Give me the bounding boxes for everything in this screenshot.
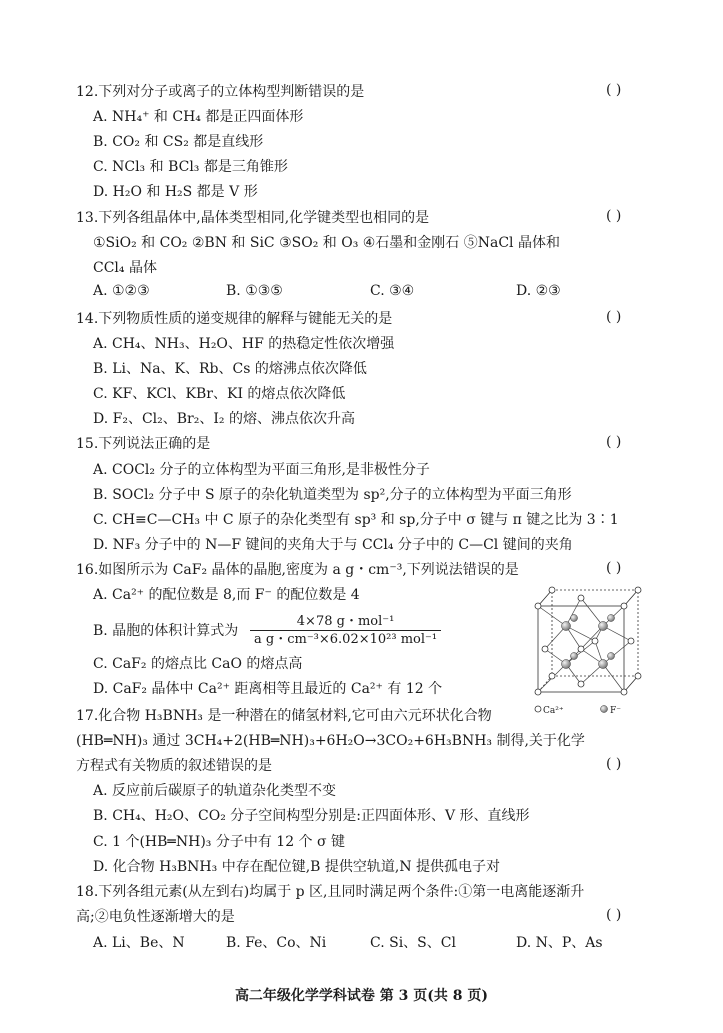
- q18-option-c: C. Si、S、Cl: [370, 935, 456, 951]
- fraction-denominator: a g・cm⁻³×6.02×10²³ mol⁻¹: [254, 632, 438, 647]
- q13-answer-paren: ( ): [606, 208, 622, 224]
- q16-stem: 16.如图所示为 CaF₂ 晶体的晶胞,密度为 a g・cm⁻³,下列说法错误的是: [76, 562, 519, 578]
- q16-option-b: B. 晶胞的体积计算式为: [93, 623, 239, 639]
- figure-legend: [535, 706, 621, 717]
- q12-stem: 12.下列对分子或离子的立体构型判断错误的是: [76, 84, 365, 100]
- q18-option-a: A. Li、Be、N: [93, 935, 185, 951]
- ca-legend-label: Ca²⁺: [543, 706, 564, 716]
- q16-volume-fraction: [250, 613, 441, 648]
- q17-option-d: D. 化合物 H₃BNH₃ 中存在配位键,B 提供空轨道,N 提供孤电子对: [93, 859, 501, 875]
- q18-stem: 18.下列各组元素(从左到右)均属于 p 区,且同时满足两个条件:①第一电离能逐渐升: [76, 884, 585, 900]
- q13-items-cont: CCl₄ 晶体: [93, 260, 157, 276]
- q14-option-a: A. CH₄、NH₃、H₂O、HF 的热稳定性依次增强: [93, 336, 395, 352]
- q18-answer-paren: ( ): [606, 907, 622, 923]
- q13-stem: 13.下列各组晶体中,晶体类型相同,化学键类型也相同的是: [76, 210, 430, 226]
- q12-option-c: C. NCl₃ 和 BCl₃ 都是三角锥形: [93, 159, 288, 175]
- page-footer: 高二年级化学学科试卷 第 3 页(共 8 页): [234, 988, 489, 1004]
- q13-option-d: D. ②③: [516, 283, 561, 299]
- q17-option-c: C. 1 个(HB═NH)₃ 分子中有 12 个 σ 键: [93, 834, 346, 850]
- q13-option-a: A. ①②③: [93, 283, 150, 299]
- q15-stem: 15.下列说法正确的是: [76, 436, 211, 452]
- q15-option-b: B. SOCl₂ 分子中 S 原子的杂化轨道类型为 sp²,分子的立体构型为平面三角形: [93, 487, 572, 503]
- f-legend-label: F⁻: [610, 706, 621, 716]
- q16-option-a: A. Ca²⁺ 的配位数是 8,而 F⁻ 的配位数是 4: [93, 587, 360, 603]
- q17-stem-cont2: 方程式有关物质的叙述错误的是: [76, 758, 272, 774]
- q17-stem: 17.化合物 H₃BNH₃ 是一种潜在的储氢材料,它可由六元环状化合物: [76, 708, 492, 724]
- q17-answer-paren: ( ): [606, 756, 622, 772]
- q18-option-d: D. N、P、As: [516, 935, 603, 951]
- q12-answer-paren: ( ): [606, 82, 622, 98]
- q17-option-a: A. 反应前后碳原子的轨道杂化类型不变: [93, 783, 337, 799]
- q15-option-d: D. NF₃ 分子中的 N—F 键间的夹角大于与 CCl₄ 分子中的 C—Cl 键间的夹角: [93, 537, 573, 553]
- q12-option-b: B. CO₂ 和 CS₂ 都是直线形: [93, 134, 264, 150]
- q12-option-a: A. NH₄⁺ 和 CH₄ 都是正四面体形: [93, 109, 304, 125]
- q15-answer-paren: ( ): [606, 434, 622, 450]
- q14-answer-paren: ( ): [606, 309, 622, 325]
- q12-option-d: D. H₂O 和 H₂S 都是 V 形: [93, 184, 258, 200]
- q15-option-a: A. COCl₂ 分子的立体构型为平面三角形,是非极性分子: [93, 462, 430, 478]
- ca-ions: [535, 587, 641, 695]
- q17-option-b: B. CH₄、H₂O、CO₂ 分子空间构型分别是:正四面体形、V 形、直线形: [93, 808, 530, 824]
- q13-option-c: C. ③④: [370, 283, 415, 299]
- q14-option-d: D. F₂、Cl₂、Br₂、I₂ 的熔、沸点依次升高: [93, 411, 355, 427]
- q14-option-b: B. Li、Na、K、Rb、Cs 的熔沸点依次降低: [93, 361, 367, 377]
- q16-option-c: C. CaF₂ 的熔点比 CaO 的熔点高: [93, 656, 303, 672]
- q16-option-d: D. CaF₂ 晶体中 Ca²⁺ 距离相等且最近的 Ca²⁺ 有 12 个: [93, 681, 443, 697]
- q18-stem-cont: 高;②电负性逐渐增大的是: [76, 909, 235, 925]
- f-legend-icon: [601, 706, 608, 713]
- q13-option-b: B. ①③⑤: [226, 283, 283, 299]
- q14-stem: 14.下列物质性质的递变规律的解释与键能无关的是: [76, 311, 393, 327]
- fraction-numerator: 4×78 g・mol⁻¹: [296, 614, 395, 629]
- q13-items: ①SiO₂ 和 CO₂ ②BN 和 SiC ③SO₂ 和 O₃ ④石墨和金刚石 ⑤NaCl 晶体和: [93, 235, 560, 251]
- ca-legend-icon: [535, 706, 541, 712]
- q15-option-c: C. CH≡C—CH₃ 中 C 原子的杂化类型有 sp³ 和 sp,分子中 σ 键与 π 键之比为 3∶1: [93, 512, 619, 528]
- q17-stem-cont: (HB═NH)₃ 通过 3CH₄+2(HB═NH)₃+6H₂O→3CO₂+6H₃BNH₃ 制得,关于化学: [76, 733, 585, 749]
- q14-option-c: C. KF、KCl、KBr、KI 的熔点依次降低: [93, 386, 346, 402]
- caf2-unit-cell-figure: [530, 582, 648, 718]
- q16-answer-paren: ( ): [606, 560, 622, 576]
- q18-option-b: B. Fe、Co、Ni: [226, 935, 327, 951]
